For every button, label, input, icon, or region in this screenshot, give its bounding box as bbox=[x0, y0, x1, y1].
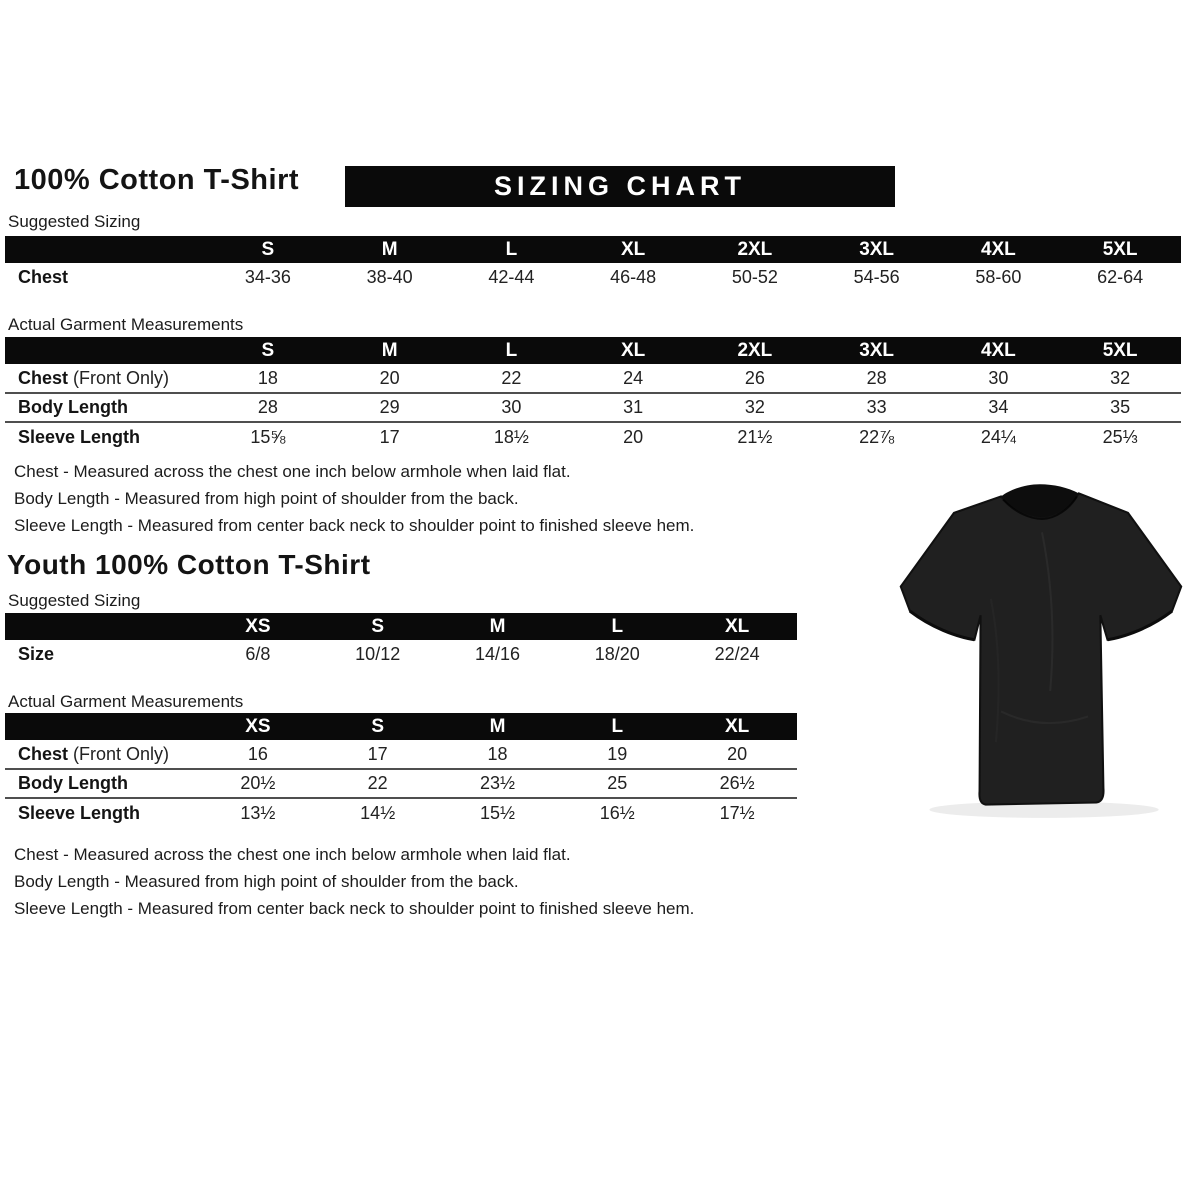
youth-suggested-sizing-label: Suggested Sizing bbox=[8, 591, 141, 610]
cell-value: 20 bbox=[727, 743, 748, 764]
column-header: XS bbox=[198, 713, 318, 740]
cell-value: 20 bbox=[379, 367, 400, 388]
cell-value: 16 bbox=[247, 743, 268, 764]
cell-value: 15½ bbox=[438, 798, 558, 827]
cell-value: 33 bbox=[816, 393, 938, 422]
cell-value: 13½ bbox=[198, 798, 318, 827]
note-sleeve-length: Sleeve Length - Measured from center back neck to shoulder point to finished sleeve hem. bbox=[14, 516, 695, 535]
column-header: L bbox=[451, 337, 573, 364]
cell-value: 28 bbox=[207, 393, 329, 422]
empty-header-cell bbox=[5, 713, 198, 740]
cell-value: 23½ bbox=[438, 769, 558, 798]
table-row-sleeve-length bbox=[5, 798, 797, 827]
row-label: Chest (Front Only) bbox=[18, 367, 170, 388]
youth-actual-measurements-label: Actual Garment Measurements bbox=[8, 692, 244, 711]
cell-value: 32 bbox=[694, 393, 816, 422]
cell-value: 30 bbox=[988, 367, 1009, 388]
page-title: 100% Cotton T-Shirt bbox=[14, 164, 300, 196]
youth-measurement-notes bbox=[14, 841, 694, 922]
note-sleeve-length: Sleeve Length - Measured from center back neck to shoulder point to finished sleeve hem. bbox=[14, 899, 695, 918]
column-header: S bbox=[318, 613, 438, 640]
table-header-row bbox=[5, 236, 1181, 263]
column-header: 5XL bbox=[1059, 236, 1181, 263]
table-row-body-length bbox=[5, 393, 1181, 422]
cell-value: 62-64 bbox=[1097, 267, 1144, 287]
column-header: 3XL bbox=[816, 337, 938, 364]
cell-value: 22/24 bbox=[714, 644, 760, 664]
row-label: Body Length bbox=[5, 393, 207, 422]
cell-value: 34-36 bbox=[244, 267, 291, 287]
cell-value: 24 bbox=[623, 367, 644, 388]
adult-actual-measurements-label: Actual Garment Measurements bbox=[8, 315, 244, 334]
column-header: 4XL bbox=[938, 337, 1060, 364]
cell-value: 25 bbox=[557, 769, 677, 798]
tshirt-image bbox=[888, 476, 1196, 824]
adult-suggested-sizing-table bbox=[5, 236, 1181, 292]
column-header: M bbox=[329, 236, 451, 263]
table-row-body-length bbox=[5, 769, 797, 798]
cell-value: 38-40 bbox=[366, 267, 413, 287]
cell-value: 25⅓ bbox=[1059, 422, 1181, 451]
cell-value: 50-52 bbox=[731, 267, 778, 287]
cell-value: 10/12 bbox=[355, 644, 401, 664]
cell-value: 18/20 bbox=[594, 644, 640, 664]
column-header: L bbox=[557, 613, 677, 640]
cell-value: 20½ bbox=[198, 769, 318, 798]
cell-value: 46-48 bbox=[610, 267, 657, 287]
column-header: XL bbox=[572, 337, 694, 364]
youth-section-title: Youth 100% Cotton T-Shirt bbox=[7, 549, 371, 580]
row-label: Size bbox=[18, 644, 55, 664]
cell-value: 14/16 bbox=[474, 644, 521, 664]
adult-actual-measurements-table bbox=[5, 337, 1181, 451]
cell-value: 31 bbox=[572, 393, 694, 422]
cell-value: 58-60 bbox=[975, 267, 1022, 287]
row-label: Body Length bbox=[5, 769, 198, 798]
column-header: M bbox=[438, 613, 558, 640]
column-header: 3XL bbox=[816, 236, 938, 263]
adult-suggested-sizing-label: Suggested Sizing bbox=[8, 212, 141, 231]
column-header: 2XL bbox=[694, 337, 816, 364]
column-header: L bbox=[557, 713, 677, 740]
tshirt-graphic bbox=[888, 476, 1196, 824]
cell-value: 32 bbox=[1110, 367, 1131, 388]
row-label: Sleeve Length bbox=[5, 798, 198, 827]
table-header-row bbox=[5, 337, 1181, 364]
column-header: 2XL bbox=[694, 236, 816, 263]
table-row-sleeve-length bbox=[5, 422, 1181, 451]
cell-value: 17 bbox=[367, 743, 388, 764]
cell-value: 35 bbox=[1059, 393, 1181, 422]
note-chest: Chest - Measured across the chest one inch below armhole when laid flat. bbox=[14, 845, 571, 864]
cell-value: 22⅞ bbox=[816, 422, 938, 451]
cell-value: 30 bbox=[451, 393, 573, 422]
cell-value: 17 bbox=[329, 422, 451, 451]
table-row-chest bbox=[5, 740, 797, 769]
note-body-length: Body Length - Measured from high point of shoulder from the back. bbox=[14, 872, 519, 891]
column-header: M bbox=[329, 337, 451, 364]
column-header: XL bbox=[677, 613, 797, 640]
cell-value: 17½ bbox=[677, 798, 797, 827]
cell-value: 15⅝ bbox=[207, 422, 329, 451]
table-row bbox=[5, 640, 797, 669]
column-header: XL bbox=[677, 713, 797, 740]
note-chest: Chest - Measured across the chest one inch below armhole when laid flat. bbox=[14, 462, 571, 481]
cell-value: 22 bbox=[501, 367, 522, 388]
adult-measurement-notes bbox=[14, 458, 694, 539]
column-header: XS bbox=[198, 613, 318, 640]
table-header-row bbox=[5, 713, 797, 740]
table-row bbox=[5, 263, 1181, 292]
cell-value: 22 bbox=[318, 769, 438, 798]
empty-header-cell bbox=[5, 236, 207, 263]
cell-value: 20 bbox=[572, 422, 694, 451]
note-body-length: Body Length - Measured from high point of shoulder from the back. bbox=[14, 489, 519, 508]
column-header: S bbox=[207, 337, 329, 364]
row-label: Sleeve Length bbox=[5, 422, 207, 451]
empty-header-cell bbox=[5, 613, 198, 640]
cell-value: 18½ bbox=[451, 422, 573, 451]
table-row-chest bbox=[5, 364, 1181, 393]
cell-value: 29 bbox=[329, 393, 451, 422]
cell-value: 24¼ bbox=[938, 422, 1060, 451]
cell-value: 18 bbox=[257, 367, 278, 388]
column-header: S bbox=[318, 713, 438, 740]
cell-value: 21½ bbox=[694, 422, 816, 451]
cell-value: 14½ bbox=[318, 798, 438, 827]
cell-value: 18 bbox=[487, 743, 508, 764]
empty-header-cell bbox=[5, 337, 207, 364]
table-header-row bbox=[5, 613, 797, 640]
cell-value: 16½ bbox=[557, 798, 677, 827]
cell-value: 42-44 bbox=[488, 267, 535, 287]
column-header: 4XL bbox=[938, 236, 1060, 263]
cell-value: 28 bbox=[866, 367, 887, 388]
sizing-chart-banner bbox=[345, 166, 895, 207]
row-label: Chest bbox=[18, 267, 69, 287]
sizing-chart-banner-label: SIZING CHART bbox=[494, 171, 746, 201]
column-header: M bbox=[438, 713, 558, 740]
cell-value: 26½ bbox=[677, 769, 797, 798]
column-header: L bbox=[451, 236, 573, 263]
cell-value: 54-56 bbox=[853, 267, 900, 287]
column-header: S bbox=[207, 236, 329, 263]
cell-value: 26 bbox=[744, 367, 765, 388]
cell-value: 6/8 bbox=[245, 644, 271, 664]
cell-value: 34 bbox=[938, 393, 1060, 422]
cell-value: 19 bbox=[607, 743, 628, 764]
youth-suggested-sizing-table bbox=[5, 613, 797, 669]
column-header: XL bbox=[572, 236, 694, 263]
column-header: 5XL bbox=[1059, 337, 1181, 364]
row-label: Chest (Front Only) bbox=[18, 743, 170, 764]
youth-actual-measurements-table bbox=[5, 713, 797, 827]
